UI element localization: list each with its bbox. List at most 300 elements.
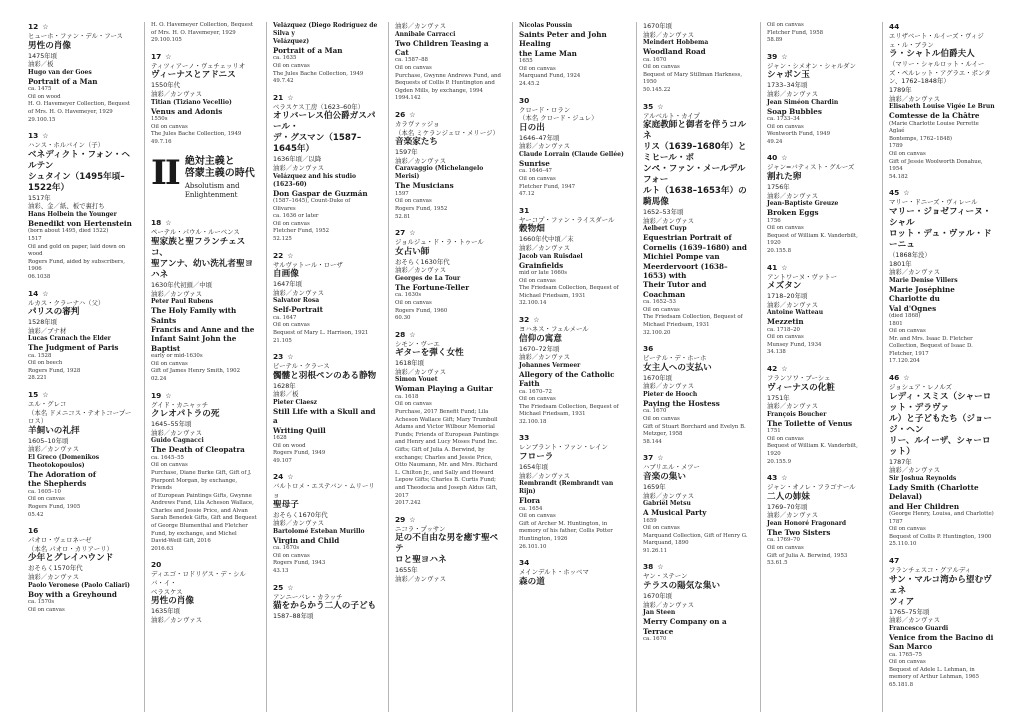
details-jp: 1769–70年頃 [767, 502, 808, 511]
details-en: H. O. Havemeyer Collection, Bequest [28, 101, 130, 108]
entry-header [519, 206, 625, 216]
details-en: 1751 [767, 428, 781, 435]
artist-name-en: Hugo van der Goes [28, 68, 92, 76]
details-en: Fletcher Fund, 1958 [767, 29, 824, 36]
title-en: the Lame Man [519, 48, 577, 58]
entry-number: 44 [889, 22, 900, 31]
details-en: 2016.63 [151, 545, 174, 552]
details-en: Gift of Julia A. Berwind, 1953 [767, 552, 848, 559]
catalogue-entry [643, 344, 749, 446]
star-icon: ☆ [42, 289, 49, 298]
title-en: Woman Playing a Guitar [395, 384, 493, 394]
details-en: ca. 1769–70 [767, 537, 800, 544]
details-jp: 油彩／板 [273, 390, 299, 399]
entry-header [643, 453, 749, 463]
details-jp: 1670年頃 [643, 22, 673, 30]
artist-name-jp: カラヴァッジョ [395, 119, 440, 128]
details-en: 60.30 [395, 315, 411, 322]
details-en: Oil on canvas [273, 552, 310, 559]
title-en: Virgin and Child [273, 535, 340, 545]
details-en: Ogden Mills, by exchange, 1994 [395, 87, 483, 94]
artist-name-jp: グイド・カニャッチ [151, 400, 209, 409]
artist-name-jp: パオロ・ヴェロネーゼ [28, 536, 92, 545]
star-icon: ☆ [781, 474, 788, 483]
artist-name-jp: ピーテル・デ・ホーホ [643, 354, 707, 363]
title-jp: ルト（1638–1653年）の騎馬像 [643, 186, 747, 208]
entry-header [519, 96, 625, 106]
details-jp: 油彩／カンヴァス [519, 471, 571, 480]
catalogue-entry [643, 562, 749, 643]
details-jp: 油彩／カンヴァス [28, 573, 80, 581]
star-icon: ☆ [903, 189, 910, 198]
details-en: of George Blumenthal and Fletcher [151, 523, 248, 530]
title-en: The Death of Cleopatra [151, 445, 245, 455]
title-en: Venice from the Bacino di [889, 632, 994, 642]
details-en: Huntington, 1926 [519, 536, 568, 543]
title-jp: 少年とグレイハウンド [28, 553, 114, 564]
star-icon: ☆ [287, 473, 294, 482]
details-jp: おそらく1570年代 [28, 564, 83, 573]
details-en: 06.1038 [28, 273, 51, 280]
details-jp: （マリー・シャルロット・ルイーズ・ペルレット・アグラエ・ボンタン、1762–1848年） [889, 60, 991, 86]
title-en: Portrait of a Man [28, 76, 98, 86]
catalogue-entry [889, 188, 995, 366]
details-jp: 1789年 [889, 85, 912, 94]
star-icon: ☆ [781, 263, 788, 272]
details-jp: 1751年 [767, 393, 790, 402]
catalogue-entry [151, 560, 257, 624]
title-jp: リス（1639–1680年）とミヒール・ポ [643, 142, 747, 164]
details-en: Bequest of Mary Stillman Harkness, [643, 71, 743, 78]
details-en: Oil on canvas [767, 22, 804, 28]
details-jp: 油彩／カンヴァス [395, 22, 447, 30]
details-jp: 油彩／カンヴァス [767, 402, 819, 411]
details-en: 58.89 [767, 37, 783, 44]
entry-number: 45 [889, 188, 900, 198]
entry-header [273, 472, 379, 482]
star-icon: ☆ [657, 454, 664, 463]
catalogue-entry [889, 22, 995, 181]
catalogue-entry [519, 558, 625, 588]
details-en: Oil on wood [28, 93, 61, 100]
details-en: Oil and gold on paper, laid down on [28, 243, 126, 250]
details-en: Fletcher Fund, 1947 [519, 183, 576, 190]
details-jp: 油彩／カンヴァス [273, 288, 325, 297]
details-en: Oil on canvas [395, 401, 432, 408]
title-jp: 女主人への支払い [643, 362, 712, 373]
title-en: Sunrise [519, 158, 550, 168]
details-en: Bontemps, 1762–1848) [889, 135, 953, 142]
entry-number: 27 [395, 228, 406, 238]
entry-number: 46 [889, 373, 900, 383]
entry-number: 18 [151, 218, 162, 228]
artist-name-jp: クロード・ロラン [519, 105, 571, 114]
details-en: mid or late 1660s [519, 269, 568, 276]
title-jp: ギターを弾く女性 [395, 348, 464, 359]
title-en: San Marco [889, 642, 933, 652]
details-en: Oil on canvas [395, 299, 432, 306]
details-en: exchange; Charles and Jessie Price, [395, 454, 493, 461]
title-jp: シュタイン（1495年頃–1522年） [28, 171, 125, 193]
details-jp: 油彩／カンヴァス [889, 268, 941, 277]
details-en: Rogers Fund, 1952 [395, 205, 448, 212]
details-en: ca. 1635 [273, 55, 297, 62]
artist-name-en: Pieter de Hooch [643, 390, 698, 398]
entry-header [28, 131, 134, 141]
column-content [22, 22, 134, 614]
catalogue-entry [767, 52, 873, 147]
catalogue-entry [519, 96, 625, 199]
catalogue-entry [151, 22, 257, 45]
artist-name-jp: ルカス・クラーナハ（父） [28, 298, 105, 307]
artist-name-jp: ヤーコプ・ファン・ライスダール [519, 215, 615, 224]
column-content [389, 22, 501, 584]
details-en: 50.145.22 [643, 86, 671, 93]
title-jp: 足の不自由な男を癒す聖ペテ [395, 533, 499, 555]
star-icon: ☆ [657, 102, 664, 111]
catalogue-entry [273, 22, 379, 86]
artist-name-jp: （本名 パオロ・カリアーリ） [28, 544, 113, 553]
details-en: Rogers Fund, 1949 [273, 450, 326, 457]
entry-header [767, 263, 873, 273]
details-en: (died 1868) [889, 312, 921, 319]
catalogue-column [144, 22, 257, 712]
details-en: ca. 1618 [395, 393, 419, 400]
entry-header [889, 556, 995, 566]
details-en: ca. 1652–53 [643, 299, 676, 306]
title-jp: ロット・デュ・ヴァル・ドーニュ [889, 228, 992, 250]
details-en: Oil on canvas [767, 334, 804, 341]
details-en: ca. 1605–10 [28, 488, 61, 495]
title-jp: ロと聖ヨハネ [395, 555, 447, 566]
details-jp: 油彩、金／紙、板で裏打ち [28, 202, 105, 211]
details-jp: 油彩／カンヴァス [643, 216, 695, 225]
title-en: The Fortune-Teller [395, 282, 469, 292]
details-jp: 油彩／カンヴァス [767, 89, 819, 98]
details-jp: 1718–20年頃 [767, 292, 808, 301]
details-jp: 1550年代 [151, 81, 181, 90]
title-en: Paying the Hostess [643, 398, 720, 408]
entry-number: 23 [273, 352, 284, 362]
entry-number: 34 [519, 558, 530, 568]
catalogue-entry [395, 330, 501, 508]
details-en: Oil on canvas [643, 64, 680, 71]
entry-header [151, 560, 257, 570]
details-en: Adams and Victor Wilbour Memorial [395, 424, 495, 431]
catalogue-entry [643, 453, 749, 555]
artist-name-jp: マリー・ドニーズ・ヴィレール [889, 198, 978, 207]
section-titles [185, 156, 255, 200]
details-en: 49.107 [273, 457, 292, 464]
catalogue-entry [28, 131, 134, 281]
title-en: Portrait of a Man [273, 46, 343, 55]
title-en: Francis and Anne and the [151, 324, 255, 334]
details-en: ca. 1670 [643, 408, 667, 415]
column-content [145, 22, 257, 624]
details-en: ca. 1670s [273, 545, 300, 552]
details-jp: （1868年没） [889, 250, 931, 259]
entry-header [395, 228, 501, 238]
artist-name-jp: アントワーヌ・ヴァトー [767, 272, 837, 281]
details-en: memory of Arthur Lehman, 1965 [889, 674, 980, 681]
details-en: Oil on canvas [395, 65, 432, 71]
details-en: The Jules Bache Collection, 1949 [273, 70, 364, 77]
details-en: (1587–1645), Count-Duke of [273, 197, 351, 204]
catalogue-entry [28, 22, 134, 124]
artist-name-en: Lucas Cranach the Elder [28, 335, 111, 343]
details-jp: 1647年頃 [273, 280, 303, 289]
details-jp: 1630年代初頭／中頃 [151, 280, 212, 289]
entry-header [273, 251, 379, 261]
details-jp: 油彩／カンヴァス [395, 266, 447, 275]
details-en: wood [28, 251, 43, 258]
section-title-jp: 啓蒙主義の時代 [184, 168, 255, 180]
details-jp: 油彩／カンヴァス [519, 243, 571, 252]
entry-number: 14 [28, 288, 39, 298]
details-en: Rogers Fund, 1905 [28, 504, 81, 511]
artist-name-jp: ジャン・オノレ・フラゴナール [767, 483, 856, 492]
details-en: 1517 [28, 235, 42, 242]
details-jp: 1636年頃／以降 [273, 155, 322, 164]
title-en: Still Life with a Skull and a [273, 406, 376, 426]
details-en: Fund, by exchange, and Michel [151, 530, 237, 537]
details-en: Oil on canvas [889, 526, 926, 533]
title-jp: 割れた卵 [767, 171, 802, 182]
catalogue-entry [519, 433, 625, 551]
details-en: Michael Friedsam, 1931 [519, 411, 586, 418]
entry-header [767, 473, 873, 483]
entry-header [643, 102, 749, 112]
section-title-en-line: Absolutism and [184, 182, 240, 191]
details-en: Bequest of Mary L. Harrison, 1921 [273, 329, 369, 336]
artist-name-en: Rembrandt (Rembrandt van Rijn) [519, 480, 614, 496]
details-jp: 1635年頃 [151, 607, 181, 616]
entry-number: 30 [519, 95, 530, 105]
details-jp: 油彩／カンヴァス [643, 30, 695, 39]
artist-name-en: Peter Paul Rubens [151, 298, 214, 306]
details-en: 49.24 [767, 138, 783, 145]
details-en: ca. 1587–88 [395, 57, 428, 64]
details-en: 1789 [889, 143, 903, 150]
details-jp: 1587–88年頃 [273, 612, 314, 621]
details-en: David-Weill Gift, 2016 [151, 538, 211, 545]
artist-name-en: Hans Holbein the Younger [28, 210, 117, 218]
title-en: the Shepherds [28, 479, 87, 489]
entry-number: 13 [28, 131, 39, 141]
details-en: H. O. Havemeyer Collection, Bequest [151, 22, 253, 28]
title-en: A Musical Party [643, 508, 707, 518]
details-en: 32.100.20 [643, 329, 671, 336]
details-jp: 1475年頃 [28, 51, 58, 60]
details-en: Marquand Fund, 1924 [519, 73, 581, 80]
title-en: Val d'Ognes [889, 303, 937, 313]
details-en: ca. 1528 [28, 352, 52, 359]
section-title-en-line: Enlightenment [184, 191, 238, 200]
artist-name-en: Simon Vouet [395, 376, 438, 384]
catalogue-column [22, 22, 134, 712]
details-en: ca. 1645–55 [151, 454, 184, 461]
title-en: The Two Sisters [767, 528, 831, 537]
details-jp: 1618年頃 [395, 359, 425, 368]
artist-name-jp: シモン・ヴーエ [395, 339, 440, 348]
artist-name-jp: ディエゴ・ロドリゲス・デ・シルバ・イ・ [151, 570, 246, 588]
entry-number: 47 [889, 556, 900, 566]
title-jp: 男性の肖像 [28, 40, 71, 51]
star-icon: ☆ [42, 23, 49, 31]
details-en: Sarah Benedek Gifts, Gift and Bequest [151, 515, 257, 522]
entry-number: 42 [767, 364, 778, 374]
star-icon: ☆ [165, 52, 172, 61]
details-jp: 1654年頃 [519, 463, 549, 472]
catalogue-entry [273, 352, 379, 465]
details-jp: 1659年 [643, 482, 666, 491]
entry-header [519, 558, 625, 568]
star-icon: ☆ [781, 52, 788, 61]
details-jp: 1787年 [889, 457, 912, 466]
title-en: Don Gaspar de Guzmán [273, 188, 368, 198]
details-en: Olivares [273, 205, 296, 212]
artist-name-en: Jean Honoré Fragonard [767, 520, 847, 527]
catalogue-entry [643, 102, 749, 338]
entry-number: 29 [395, 514, 406, 524]
entry-number: 15 [28, 390, 39, 400]
details-en: 52.125 [273, 235, 292, 242]
star-icon: ☆ [533, 315, 540, 324]
details-jp: 油彩／カンヴァス [395, 367, 447, 376]
details-en: ca. 1654 [519, 505, 543, 512]
artist-name-jp: ハブリエル・メツー [643, 463, 700, 472]
column-content [637, 22, 749, 644]
catalogue-entry [151, 391, 257, 554]
artist-name-en: Aelbert Cuyp [643, 225, 687, 233]
catalogue-column [760, 22, 873, 712]
title-en: Flora [519, 496, 541, 506]
details-en: 28.221 [28, 375, 47, 382]
catalogue-entry [28, 289, 134, 384]
title-jp: 日の出 [519, 122, 545, 133]
details-jp: 油彩／カンヴァス [767, 191, 819, 200]
entry-header [151, 218, 257, 228]
artist-name-jp: フランチェスコ・グアルディ [889, 566, 972, 575]
entry-header [643, 344, 749, 354]
section-title-jp: 絶対主義と [184, 156, 235, 168]
details-en: 24.45.2 [519, 81, 540, 87]
details-en: of European Paintings Gifts, Gwynne [151, 492, 252, 499]
details-en: The Friedsam Collection, Bequest of [643, 314, 743, 321]
details-en: 25.110.10 [889, 541, 917, 548]
details-en: Marquand Collection, Gift of Henry G. [643, 532, 748, 539]
details-jp: 1670年頃 [643, 592, 673, 601]
details-en: Oil on canvas [273, 322, 310, 329]
details-jp: 油彩／板 [28, 60, 54, 69]
details-en: Oil on canvas [767, 545, 804, 551]
details-en: Purchase, Gwynne Andrews Fund, and [395, 72, 501, 79]
details-en: The Friedsam Collection, Bequest of [519, 285, 619, 292]
entry-number: 28 [395, 329, 406, 339]
details-jp: 1801年 [889, 259, 912, 268]
catalogue-entry [151, 52, 257, 147]
title-en: The Musicians [395, 181, 454, 191]
entry-number: 31 [519, 205, 530, 215]
catalogue-entry [395, 22, 501, 103]
details-en: 32.100.18 [519, 418, 547, 425]
details-en: ca. 1670 [643, 636, 667, 643]
details-en: 58.144 [643, 438, 662, 445]
artist-name-jp: ピーテル・クラース [273, 362, 330, 371]
details-en: Michael Friedsam, 1931 [519, 292, 586, 299]
details-en: 1787 [889, 518, 903, 525]
details-en: The Jules Bache Collection, 1949 [151, 131, 242, 138]
entry-number: 20 [151, 560, 162, 570]
details-en: 1655 [519, 58, 533, 65]
details-en: Oil on canvas [395, 198, 432, 205]
details-jp: おそらく1670年代 [273, 510, 328, 519]
title-en: The Toilette of Venus [767, 418, 853, 428]
artist-name-jp: エル・グレコ [28, 400, 67, 409]
artist-name-en: François Boucher [767, 410, 827, 418]
details-jp: 油彩／カンヴァス [151, 428, 203, 437]
details-en: Oil on canvas [643, 525, 680, 532]
entry-number: 39 [767, 51, 778, 61]
details-jp: 油彩／カンヴァス [519, 353, 571, 362]
details-en: Bequest of William K. Vanderbilt, 1920 [767, 443, 858, 458]
catalogue-entry [643, 22, 749, 95]
details-en: 26.101.10 [519, 543, 547, 550]
artist-name-jp: ジョルジュ・ド・ラ・トゥール [395, 238, 484, 247]
details-en: Lepow Gifts; Charles B. Curtis Fund; [395, 477, 496, 484]
catalogue-entry [28, 526, 134, 614]
catalogue-entry [519, 315, 625, 427]
star-icon: ☆ [287, 93, 294, 102]
artist-name-en: Velázquez (Diego Rodríguez de Silva y [273, 22, 378, 37]
title-en: Mezzetin [767, 317, 804, 327]
details-en: Oil on canvas [889, 659, 926, 666]
details-en: Purchase, Diane Burke Gift, Gift of J. [151, 469, 252, 476]
details-en: 1628 [273, 435, 287, 442]
entry-header [519, 315, 625, 325]
artist-name-en: Pieter Claesz [273, 398, 317, 406]
title-jp: ラ・シャトル伯爵夫人 [889, 49, 975, 60]
catalogue-entry [273, 583, 379, 621]
artist-name-en: Nicolas Poussin [519, 22, 573, 29]
details-jp: 油彩／カンヴァス [643, 600, 695, 609]
entry-number: 33 [519, 433, 530, 443]
catalogue-page [22, 22, 1004, 712]
title-jp: オリバーレス伯公爵ガスパール・ [273, 111, 376, 133]
details-en: Andrews Fund, Lila Acheson Wallace, [151, 500, 254, 507]
details-jp: 1655年 [395, 566, 418, 575]
entry-header [519, 433, 625, 443]
entry-number: 32 [519, 314, 530, 324]
details-en: Oil on canvas [519, 65, 556, 72]
details-en: Rogers Fund, 1928 [28, 367, 81, 374]
artist-name-en: Paolo Veronese (Paolo Caliari) [28, 581, 130, 589]
title-jp: 髑髏と羽根ペンのある静物 [273, 370, 377, 381]
details-jp: 油彩／カンヴァス [889, 466, 941, 475]
section-title-en [185, 182, 255, 200]
details-jp: 1670–72年頃 [519, 344, 560, 353]
entry-header [28, 526, 134, 536]
catalogue-entry [151, 218, 257, 383]
entry-number: 21 [273, 92, 284, 102]
star-icon: ☆ [409, 515, 416, 524]
details-en: 1659 [643, 517, 657, 524]
title-jp: フローラ [519, 452, 554, 463]
catalogue-entry [767, 473, 873, 568]
details-jp: 油彩／カンヴァス [767, 511, 819, 520]
details-jp: 1646–47年頃 [519, 133, 560, 142]
title-jp: クレオパトラの死 [151, 409, 220, 420]
